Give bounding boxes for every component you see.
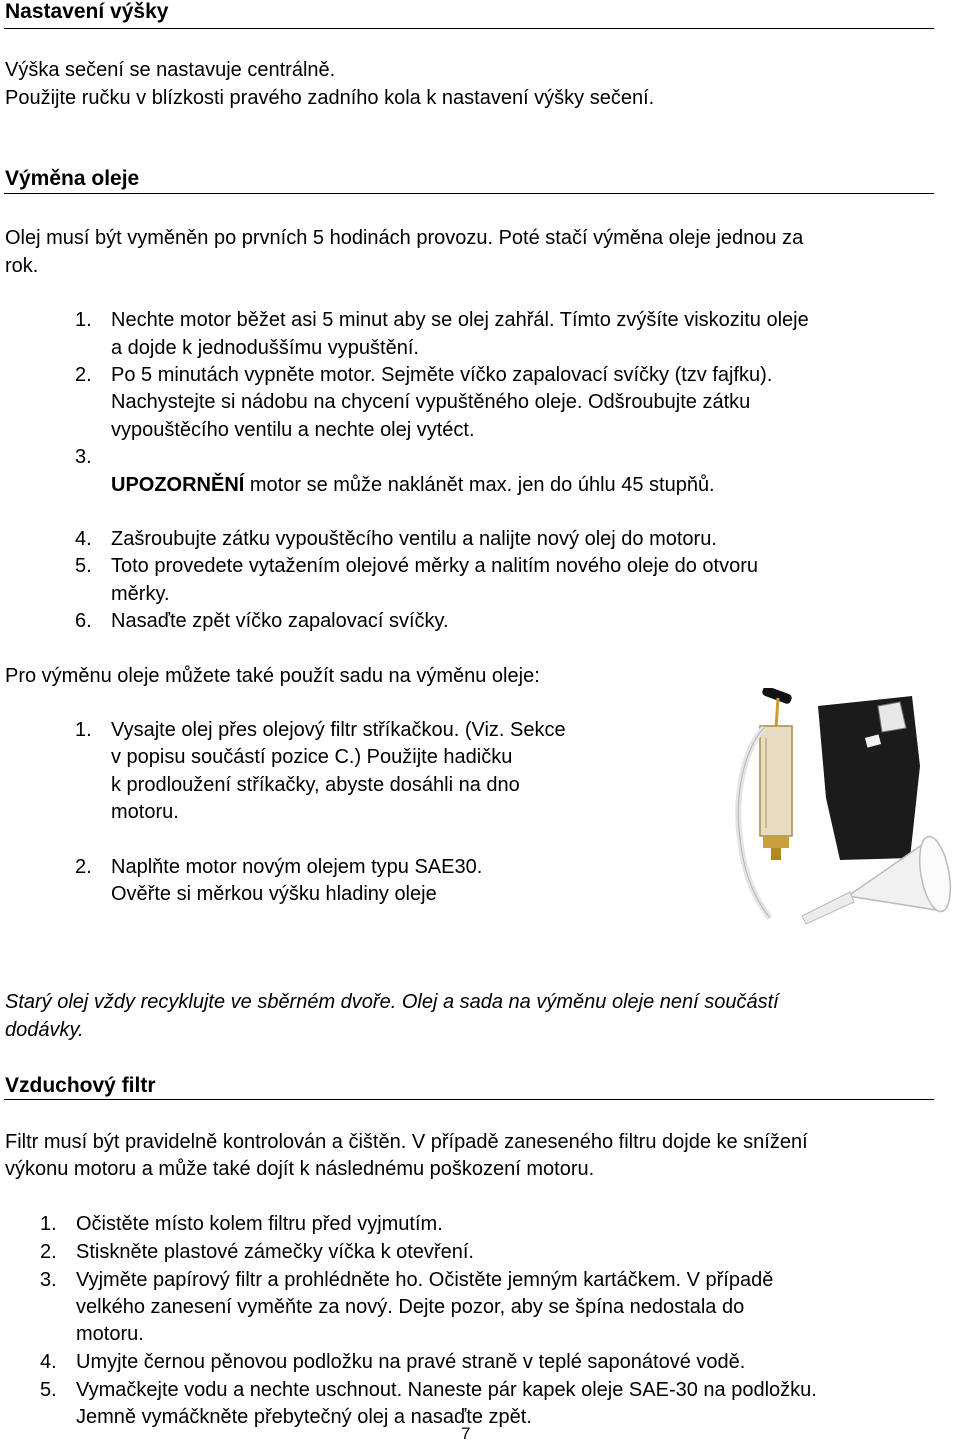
list-number: 1.	[75, 719, 92, 741]
list-item-line: a dojde k jednoduššímu vypuštění.	[111, 337, 419, 359]
heading-rule	[4, 1099, 934, 1100]
list-item-line: k prodloužení stříkačky, abyste dosáhli na dno	[111, 774, 520, 796]
list-item-line: Očistěte místo kolem filtru před vyjmutím.	[76, 1213, 443, 1235]
list-number: 2.	[75, 856, 92, 878]
oil-change-kit-image	[730, 688, 955, 950]
funnel-spout	[802, 892, 854, 924]
list-number: 6.	[75, 610, 92, 632]
list-item-line: v popisu součástí pozice C.) Použijte hadičku	[111, 746, 513, 768]
list-item-line: Po 5 minutách vypněte motor. Sejměte víčko zapalovací svíčky (tzv fajfku).	[111, 364, 773, 386]
paragraph-line: Výška sečení se nastavuje centrálně.	[5, 59, 336, 81]
warning-label: UPOZORNĚNÍ	[111, 474, 245, 496]
section-heading-filter: Vzduchový filtr	[5, 1074, 156, 1097]
list-number: 2.	[40, 1241, 57, 1263]
list-number: 3.	[75, 446, 92, 468]
note-line: dodávky.	[5, 1019, 84, 1041]
syringe-rod	[776, 698, 778, 728]
list-item-line: Vysajte olej přes olejový filtr stříkačkou. (Viz. Sekce	[111, 719, 566, 741]
list-item-line: Zašroubujte zátku vypouštěcího ventilu a nalijte nový olej do motoru.	[111, 528, 717, 550]
note-line: Starý olej vždy recyklujte ve sběrném dvoře. Olej a sada na výměnu oleje není součástí	[5, 991, 779, 1013]
list-number: 5.	[75, 555, 92, 577]
list-item-line: Ověřte si měrkou výšku hladiny oleje	[111, 883, 437, 905]
syringe-tip	[763, 836, 789, 848]
section-heading-height: Nastavení výšky	[5, 0, 169, 23]
list-number: 5.	[40, 1379, 57, 1401]
paragraph-line: Pro výměnu oleje můžete také použít sadu na výměnu oleje:	[5, 665, 540, 687]
list-item-line: Vyjměte papírový filtr a prohlédněte ho. Očistěte jemným kartáčkem. V případě	[76, 1269, 774, 1291]
list-item-line: Toto provedete vytažením olejové měrky a nalitím nového oleje do otvoru	[111, 555, 759, 577]
warning-text: motor se může naklánět max. jen do úhlu 45 stupňů.	[244, 474, 715, 496]
heading-rule	[4, 193, 934, 194]
list-item-line: Naplňte motor novým olejem typu SAE30.	[111, 856, 483, 878]
paragraph-line: rok.	[5, 255, 39, 277]
syringe-barrel	[760, 726, 792, 836]
list-number: 1.	[75, 309, 92, 331]
list-item-line: Nechte motor běžet asi 5 minut aby se olej zahřál. Tímto zvýšíte viskozitu oleje	[111, 309, 809, 331]
list-item-line: Umyjte černou pěnovou podložku na pravé straně v teplé saponátové vodě.	[76, 1351, 746, 1373]
paragraph-line: Olej musí být vyměněn po prvních 5 hodinách provozu. Poté stačí výměna oleje jednou za	[5, 227, 804, 249]
list-item-line: Nasaďte zpět víčko zapalovací svíčky.	[111, 610, 449, 632]
syringe-nozzle	[771, 848, 781, 860]
list-item-line: motoru.	[111, 801, 179, 823]
section-heading-oil: Výměna oleje	[5, 167, 140, 190]
paragraph-line: Filtr musí být pravidelně kontrolován a čištěn. V případě zaneseného filtru dojde ke snížení	[5, 1131, 808, 1153]
list-item-line: Stiskněte plastové zámečky víčka k otevření.	[76, 1241, 474, 1263]
list-item-line: vypouštěcího ventilu a nechte olej vytéct.	[111, 419, 475, 441]
list-number: 3.	[40, 1269, 57, 1291]
list-item-line: měrky.	[111, 583, 170, 605]
list-number: 4.	[40, 1351, 57, 1373]
list-number: 1.	[40, 1213, 57, 1235]
list-number: 2.	[75, 364, 92, 386]
list-item-line: velkého zanesení vyměňte za nový. Dejte pozor, aby se špína nedostala do	[76, 1296, 745, 1318]
paragraph-line: výkonu motoru a může také dojít k následnému poškození motoru.	[5, 1158, 595, 1180]
warning-line	[111, 471, 715, 499]
list-item-line: Jemně vymáčkněte přebytečný olej a nasaďte zpět.	[76, 1406, 532, 1428]
list-number: 4.	[75, 528, 92, 550]
list-item-line: Vymačkejte vodu a nechte uschnout. Naneste pár kapek oleje SAE-30 na podložku.	[76, 1379, 817, 1401]
list-item-line: Nachystejte si nádobu na chycení vypuštěného oleje. Odšroubujte zátku	[111, 391, 751, 413]
paragraph-line: Použijte ručku v blízkosti pravého zadního kola k nastavení výšky sečení.	[5, 87, 655, 109]
heading-rule	[4, 28, 934, 29]
list-item-line: motoru.	[76, 1323, 144, 1345]
page-number: 7	[461, 1424, 471, 1443]
